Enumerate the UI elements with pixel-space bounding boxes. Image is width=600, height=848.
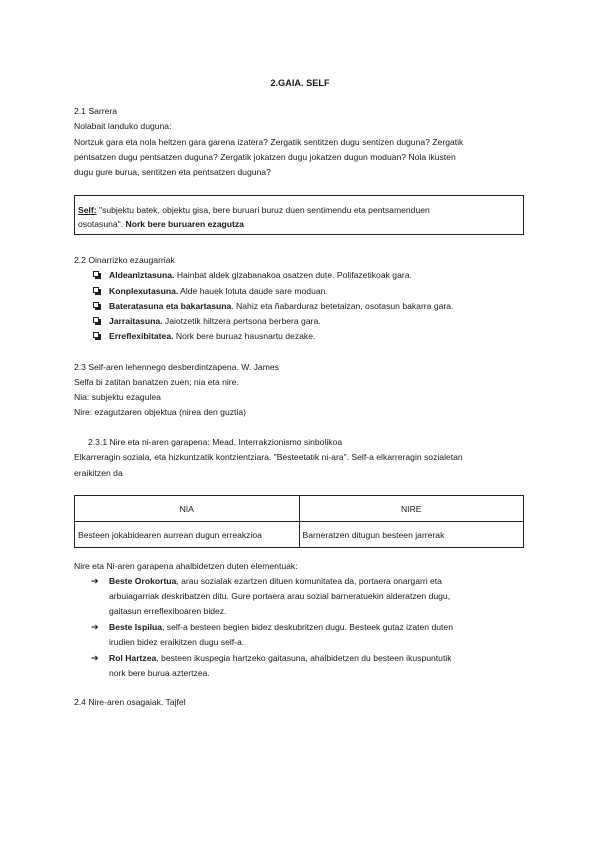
table-header-nire: NIRE [299,496,524,522]
checkbox-bullet-icon [93,317,99,323]
arrow-bullet-icon: ➔ [91,653,99,663]
paragraph-line: dugu gure burua, sentitzen eta pentsatzen duguna? [74,167,271,177]
self-definition-text: osotasuna". [78,219,126,229]
section-heading-mead: 2.3.1 Nire eta ni-aren garapena: Mead, Interrakzionismo sinbolikoa [88,437,343,447]
section-heading-james: 2.3 Self-aren lehennego desberdintzapena. W. James [74,362,279,372]
section-heading-tajfel: 2.4 Nire-aren osagaiak. Tajfel [74,697,186,707]
checkbox-bullet-icon [93,287,99,293]
list-item: Beste Ispilua, self-a besteen begien bidez deskubritzen dugu. Besteek gutaz izaten duten irudien bidez eraikitzen dugu self-a. [109,622,453,647]
table-cell: Besteen jokabidearen aurrean dugun erreakzioa [75,522,300,548]
table-header-nia: NIA [75,496,300,522]
table-cell: Barneratzen ditugun besteen jarrerak [299,522,524,548]
self-definition-text: "subjektu batek, objektu gisa, bere buruari buruz duen sentimendu eta pentsamenduen [96,205,430,215]
paragraph-line: Elkarreragin soziala, eta hizkuntzatik kontzientziara. "Besteetatik ni-ara". Self-a elkarreragin sozialetan [74,452,463,462]
arrow-bullet-icon: ➔ [91,576,99,586]
self-definition-emphasis: Nork bere buruaren ezagutza [125,219,244,229]
section-heading-sarrera: 2.1 Sarrera [74,106,117,116]
paragraph-line: pentsatzen dugu pentsatzen duguna? Zergatik jokatzen dugu jokatzen dugun moduan? Nola ikusten [74,152,456,162]
section-heading-oinarrizko: 2.2 Oinarrizko ezaugarriak [74,255,175,265]
checkbox-bullet-icon [93,332,99,338]
document-page: 2.GAIA. SELF 2.1 Sarrera Nolabait landuko duguna: Nortzuk gara eta nola heltzen gara garena izatera? Zergatik sentitzen dugu sentizen duguna? Zergatik pentsatzen dugu pentsatzen duguna? Zergatik jokatzen dugu jokatzen dugun moduan? Nola ikusten dugu gure burua, sentitzen eta pentsatzen duguna? Self: "subjektu batek, objektu gisa, bere buruari buruz duen sentimendu eta pentsamenduen osotasuna". Nork bere buruaren ezagutza 2.2 Oinarrizko ezaugarriak Aldeaniztasuna. Hainbat aldek gizabanakoa osatzen dute. Polifazetikoak gara. Konplexutasuna. Alde hauek lotuta daude sare moduan. Bateratasuna eta bakartasuna. Nahiz eta ñabarduraz betetaizan, osotasun bakarra gara. Jarraitasuna. Jaiotzetik hiltzera pertsona berbera gara. Erreflexibitatea. Nork bere buruaz hausnartu dezake. 2.3 Self-aren lehennego desberdintzapena. W. James Selfa bi zatitan banatzen zuen; nia eta nire. Nia: subjektu ezagulea Nire: ezagutzaren objektua (nirea den guztia) 2.3.1 Nire eta ni-aren garapena: Mead, Interrakzionismo sinbolikoa Elkarreragin soziala, eta hizkuntzatik kontzientziara. "Besteetatik ni-ara". Self-a elkarreragin sozialetan eraikitzen da NIA NIRE Besteen jokabidearen aurrean dugun erreakzioa Barneratzen ditugun besteen jarrerak Nire eta Ni-aren garapena ahalbidetzen duten elementuak: ➔ Beste Orokortua, arau sozialak ezartzen dituen komunitatea da, portaera onargarri eta arbuiagarriak deskribatzen ditu. Gure portaera arau sozial barneratuekin alderatzen dugu, gaitasun erreflexiboaren bidez. ➔ Beste Ispilua, self-a besteen begien bidez deskubritzen dugu. Besteek gutaz izaten duten irudien bidez eraikitzen dugu self-a. ➔ Rol Hartzea, besteen ikuspegia hartzeko gaitasuna, ahalbidetzen du besteen ikuspuntutik nork bere burua aztertzea. 2.4 Nire-aren osagaiak. Tajfel [0,0,600,848]
paragraph-line: Nortzuk gara eta nola heltzen gara garena izatera? Zergatik sentitzen dugu sentizen duguna? Zergatik [74,137,464,147]
paragraph-line: Selfa bi zatitan banatzen zuen; nia eta nire. [74,377,239,387]
paragraph-line: Nolabait landuko duguna: [74,121,172,131]
self-definition-box [74,195,524,235]
self-label: Self: [78,205,97,215]
paragraph-line: eraikitzen da [74,468,123,478]
checkbox-bullet-icon [93,302,99,308]
checkbox-bullet-icon [93,271,99,277]
arrow-bullet-icon: ➔ [91,622,99,632]
page-title: 2.GAIA. SELF [270,78,330,88]
nia-nire-table [74,495,524,548]
list-item: Rol Hartzea, besteen ikuspegia hartzeko gaitasuna, ahalbidetzen du besteen ikuspuntutik nork bere burua aztertzea. [109,653,452,678]
list-item: Beste Orokortua, arau sozialak ezartzen dituen komunitatea da, portaera onargarri eta arbuiagarriak deskribatzen ditu. Gure portaera arau sozial barneratuekin alderatzen dugu, gaitasun erreflexiboaren bidez. [109,576,451,616]
paragraph-line: Nire eta Ni-aren garapena ahalbidetzen duten elementuak: [74,561,298,571]
paragraph-line: Nire: ezagutzaren objektua (nirea den guztia) [74,407,246,417]
paragraph-line: Nia: subjektu ezagulea [74,392,161,402]
